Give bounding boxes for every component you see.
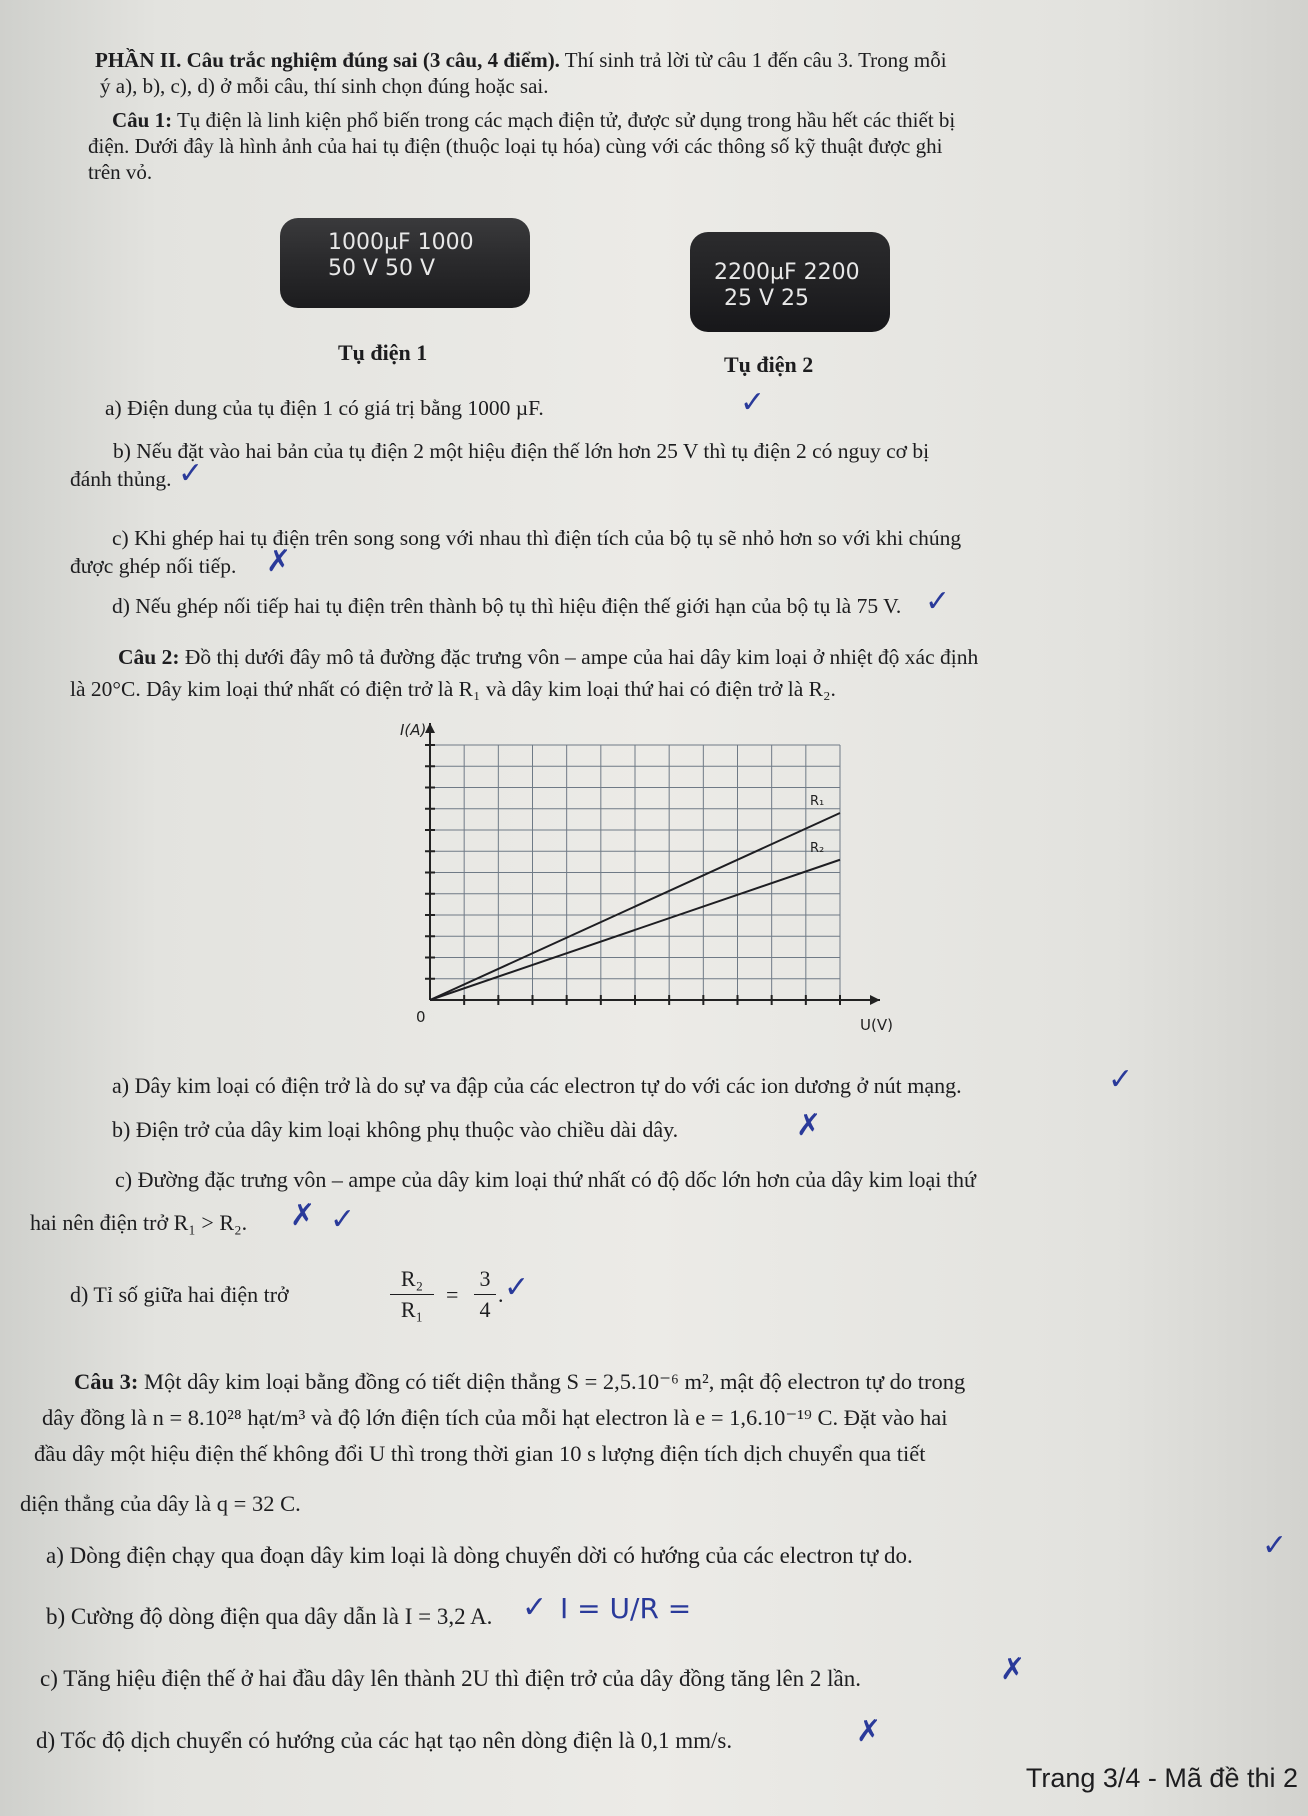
q3-label: Câu 3: bbox=[74, 1369, 139, 1394]
handwritten-formula: I = U/R = bbox=[560, 1592, 692, 1625]
q2-item-b: b) Điện trở của dây kim loại không phụ thuộc vào chiều dài dây. bbox=[112, 1117, 679, 1142]
x-axis-arrow bbox=[870, 995, 880, 1005]
q3-item-d: d) Tốc độ dịch chuyển có hướng của các hạt tạo nên dòng điện là 0,1 mm/s. bbox=[36, 1728, 733, 1753]
page-footer: Trang 3/4 - Mã đề thi 2 bbox=[1025, 1763, 1298, 1793]
q2-item-a: a) Dây kim loại có điện trở là do sự va đập của các electron tự do với các ion dương ở nút mạng. bbox=[112, 1073, 962, 1098]
q1-label: Câu 1: bbox=[112, 108, 173, 132]
cross-mark: ✗ bbox=[856, 1714, 882, 1749]
q2-text-line1: Đồ thị dưới đây mô tả đường đặc trưng vôn – ampe của hai dây kim loại ở nhiệt độ xác định bbox=[179, 645, 979, 669]
origin-label: 0 bbox=[416, 1008, 426, 1026]
capacitor-2-image bbox=[690, 232, 890, 332]
series-label-2: R₂ bbox=[810, 840, 825, 856]
section-heading bbox=[95, 48, 947, 74]
section-heading-rest: Thí sinh trả lời từ câu 1 đến câu 3. Trong mỗi bbox=[559, 48, 947, 72]
check-mark: ✓ bbox=[740, 385, 766, 420]
q1-item-c-line1: c) Khi ghép hai tụ điện trên song song với nhau thì điện tích của bộ tụ sẽ nhỏ hơn so với khi chúng bbox=[112, 526, 962, 550]
q1-item-b-line2: đánh thủng. bbox=[70, 467, 172, 491]
check-mark: ✓ bbox=[1108, 1062, 1134, 1097]
q3-intro-line2: dây đồng là n = 8.10²⁸ hạt/m³ và độ lớn điện tích của mỗi hạt electron là e = 1,6.10⁻¹⁹ C. Đặt vào hai bbox=[42, 1405, 948, 1430]
check-mark: ✓ bbox=[504, 1270, 530, 1305]
q2-item-d-prefix: d) Tỉ số giữa hai điện trở bbox=[70, 1282, 289, 1307]
q1-text-line1: Tụ điện là linh kiện phổ biến trong các mạch điện tử, được sử dụng trong hầu hết các thiết bị bbox=[172, 108, 956, 132]
q1-item-d: d) Nếu ghép nối tiếp hai tụ điện trên thành bộ tụ thì hiệu điện thế giới hạn của bộ tụ là 75 V. bbox=[112, 594, 902, 618]
q2-intro-line1 bbox=[118, 644, 978, 670]
cross-mark: ✗ bbox=[1000, 1652, 1026, 1687]
q2-item-c-line1: c) Đường đặc trưng vôn – ampe của dây kim loại thứ nhất có độ dốc lớn hơn của dây kim loại thứ bbox=[115, 1167, 976, 1192]
fraction-numerator: R₂ bbox=[400, 1266, 424, 1291]
x-axis-label: U(V) bbox=[860, 1016, 893, 1034]
q2-item-c-line2: hai nên điện trở R₁ > R₂. bbox=[30, 1210, 248, 1235]
cross-mark: ✗ bbox=[796, 1108, 822, 1143]
capacitor-2-label-line2: 25 V 25 bbox=[724, 286, 810, 311]
y-axis-label: I(A) bbox=[400, 721, 427, 739]
section-heading-line2: ý a), b), c), d) ở mỗi câu, thí sinh chọn đúng hoặc sai. bbox=[100, 74, 549, 98]
value-denominator: 4 bbox=[479, 1297, 491, 1322]
chart-grid bbox=[430, 745, 840, 1000]
q2-label: Câu 2: bbox=[118, 645, 180, 669]
q2-ratio-value bbox=[474, 1266, 496, 1323]
q1-item-b-line1: b) Nếu đặt vào hai bản của tụ điện 2 một hiệu điện thế lớn hơn 25 V thì tụ điện 2 có nguy cơ bị bbox=[113, 439, 930, 463]
check-mark: ✓ bbox=[1262, 1528, 1288, 1563]
q3-item-a: a) Dòng điện chạy qua đoạn dây kim loại là dòng chuyển dời có hướng của các electron tự do. bbox=[46, 1543, 913, 1568]
q1-intro-line2: điện. Dưới đây là hình ảnh của hai tụ điện (thuộc loại tụ hóa) cùng với các thông số kỹ thuật được ghi bbox=[88, 134, 943, 158]
chart-axes bbox=[425, 723, 880, 1005]
capacitor-1-caption: Tụ điện 1 bbox=[338, 340, 428, 365]
ratio-equals: = bbox=[446, 1282, 459, 1307]
q1-item-c-line2: được ghép nối tiếp. bbox=[70, 554, 237, 578]
check-mark: ✓ bbox=[522, 1590, 548, 1625]
q3-intro-line3: đầu dây một hiệu điện thế không đổi U thì trong thời gian 10 s lượng điện tích dịch chuyển qua tiết bbox=[34, 1441, 926, 1466]
q3-item-b: b) Cường độ dòng điện qua dây dẫn là I = 3,2 A. bbox=[46, 1604, 493, 1629]
capacitor-1-image bbox=[280, 218, 530, 308]
q3-intro-line4: diện thẳng của dây là q = 32 C. bbox=[20, 1491, 301, 1516]
cross-mark: ✗ bbox=[290, 1198, 316, 1233]
value-numerator: 3 bbox=[479, 1266, 491, 1291]
series-label-1: R₁ bbox=[810, 794, 825, 809]
capacitor-1-label-line2: 50 V 50 V bbox=[328, 256, 436, 281]
y-axis-arrow bbox=[425, 723, 435, 733]
check-mark: ✓ bbox=[178, 456, 204, 491]
capacitor-1-label-line1: 1000µF 1000 bbox=[328, 230, 474, 255]
check-mark: ✓ bbox=[925, 584, 951, 619]
q3-item-c: c) Tăng hiệu điện thế ở hai đầu dây lên thành 2U thì điện trở của dây đồng tăng lên 2 lần. bbox=[40, 1666, 862, 1691]
cross-mark: ✗ bbox=[266, 544, 292, 579]
q1-intro-line1 bbox=[112, 108, 955, 134]
capacitor-2-label-line1: 2200µF 2200 bbox=[714, 260, 860, 285]
q3-intro-line1 bbox=[74, 1368, 965, 1395]
q2-intro-line2: là 20°C. Dây kim loại thứ nhất có điện trở là R₁ và dây kim loại thứ hai có điện trở là R₂. bbox=[70, 677, 836, 701]
ratio-period: . bbox=[498, 1282, 504, 1307]
q3-text-line1: Một dây kim loại bằng đồng có tiết diện thẳng S = 2,5.10⁻⁶ m², mật độ electron tự do trong bbox=[138, 1369, 966, 1394]
iv-chart bbox=[380, 715, 920, 1050]
section-heading-bold: PHẦN II. Câu trắc nghiệm đúng sai (3 câu, 4 điểm). bbox=[95, 48, 560, 72]
fraction-denominator: R₁ bbox=[400, 1297, 424, 1322]
chart-labels bbox=[400, 721, 893, 1034]
q1-intro-line3: trên vỏ. bbox=[88, 160, 153, 184]
check-mark: ✓ bbox=[330, 1202, 356, 1237]
q1-item-a: a) Điện dung của tụ điện 1 có giá trị bằng 1000 µF. bbox=[105, 396, 544, 420]
q2-ratio-fraction bbox=[390, 1266, 434, 1323]
capacitor-2-caption: Tụ điện 2 bbox=[724, 352, 814, 377]
